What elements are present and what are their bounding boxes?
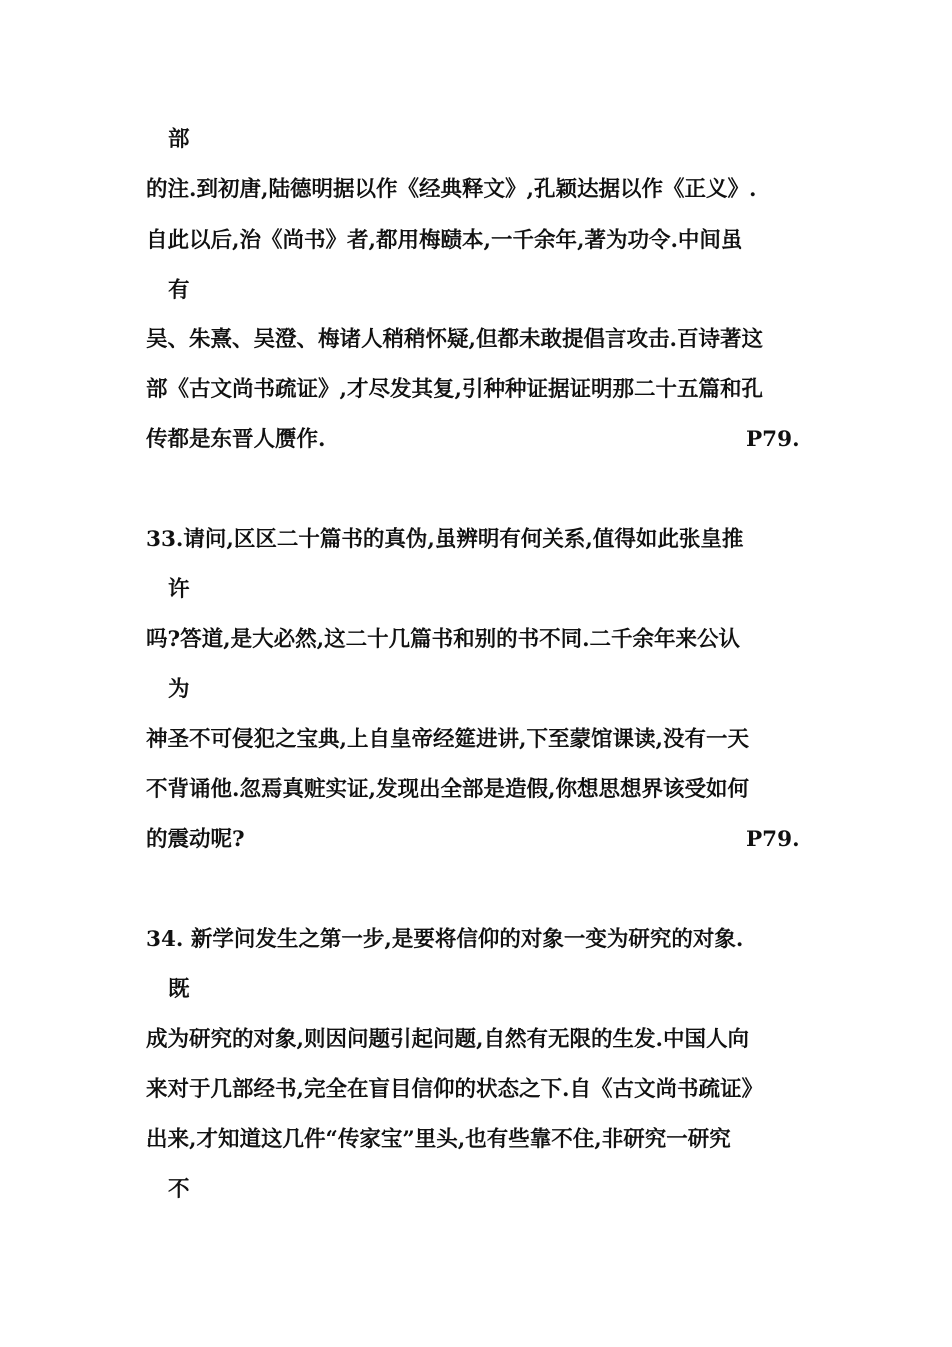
text-line-3: 自此以后,治《尚书》者,都用梅赜本,一千余年,著为功令.中间虽 xyxy=(146,228,743,253)
text-line-13: 不背诵他.忽焉真赃实证,发现出全部是造假,你想思想界该受如何 xyxy=(146,777,749,802)
text-line-20: 不 xyxy=(168,1177,190,1202)
text-line-12: 神圣不可侵犯之宝典,上自皇帝经筵进讲,下至蒙馆课读,没有一天 xyxy=(146,727,749,752)
text-line-7: 传都是东晋人赝作. xyxy=(146,427,326,452)
text-line-19: 出来,才知道这几件“传家宝”里头,也有些靠不住,非研究一研究 xyxy=(146,1127,731,1152)
text-line-11: 为 xyxy=(168,677,190,702)
text-line-8: 33.请问,区区二十篇书的真伪,虽辨明有何关系,值得如此张皇推 xyxy=(146,527,744,552)
text-line-4: 有 xyxy=(168,278,190,303)
text-line-9: 许 xyxy=(168,577,190,602)
text-line-10: 吗?答道,是大必然,这二十几篇书和别的书不同.二千余年来公认 xyxy=(146,627,741,652)
text-line-18: 来对于几部经书,完全在盲目信仰的状态之下.自《古文尚书疏证》 xyxy=(146,1077,763,1102)
text-line-16: 既 xyxy=(168,977,190,1002)
text-line-1: 部 xyxy=(168,127,190,152)
text-line-6: 部《古文尚书疏证》,才尽发其复,引种种证据证明那二十五篇和孔 xyxy=(146,377,763,402)
text-line-5: 吴、朱熹、吴澄、梅诸人稍稍怀疑,但都未敢提倡言攻击.百诗著这 xyxy=(146,327,763,352)
text-line-2: 的注.到初唐,陆德明据以作《经典释文》,孔颖达据以作《正义》. xyxy=(146,177,757,202)
text-line-17: 成为研究的对象,则因问题引起问题,自然有无限的生发.中国人向 xyxy=(146,1027,749,1052)
text-line-14: 的震动呢? xyxy=(146,827,245,852)
page-reference-2: P79. xyxy=(746,827,800,852)
text-line-15: 34. 新学问发生之第一步,是要将信仰的对象一变为研究的对象. xyxy=(146,927,744,952)
page-reference-1: P79. xyxy=(746,427,800,452)
